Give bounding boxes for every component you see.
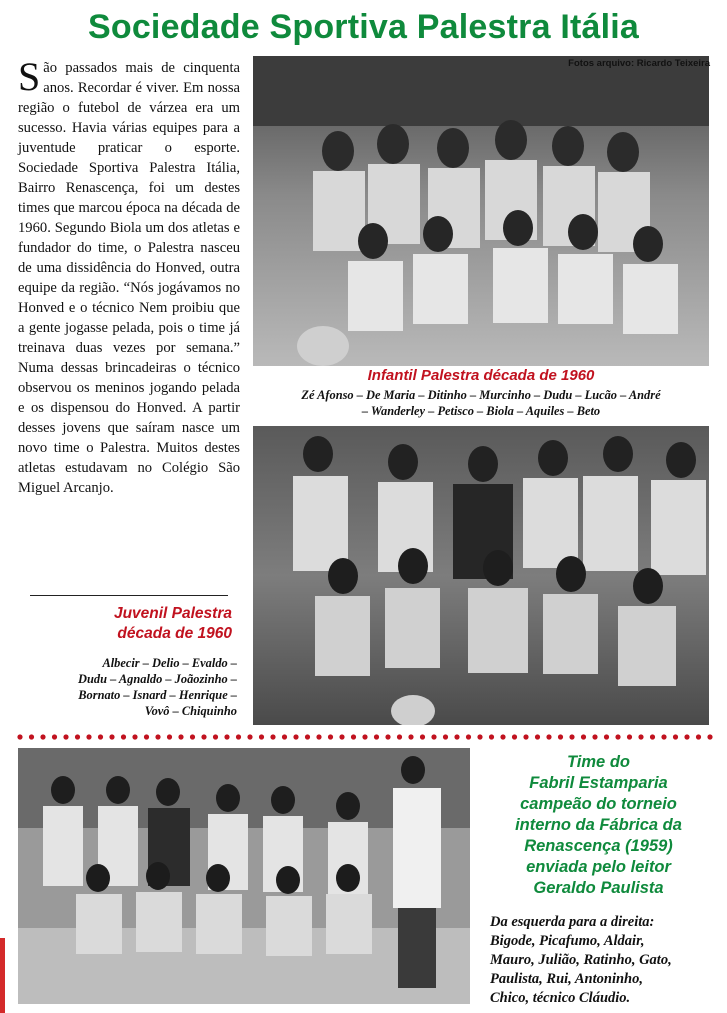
- separator-dot: [420, 734, 425, 739]
- separator-dot: [397, 734, 402, 739]
- divider: [30, 595, 228, 596]
- separator-dot: [132, 734, 137, 739]
- separator-dot: [121, 734, 126, 739]
- juvenil-name-line: Dudu – Agnaldo – Joãozinho –: [78, 672, 237, 686]
- separator-dot: [569, 734, 574, 739]
- separator-dot: [293, 734, 298, 739]
- separator-dot: [684, 734, 689, 739]
- separator-dot: [144, 734, 149, 739]
- separator-dot: [362, 734, 367, 739]
- separator-dot: [374, 734, 379, 739]
- separator-dot: [581, 734, 586, 739]
- fabril-list-line: Bigode, Picafumo, Aldair,: [490, 933, 645, 949]
- separator-dot: [270, 734, 275, 739]
- infantil-names-line1: Zé Afonso – De Maria – Ditinho – Murcinho – Dudu – Lucão – André: [301, 388, 661, 402]
- separator-dot: [696, 734, 701, 739]
- separator-dot: [351, 734, 356, 739]
- separator-dot: [707, 734, 712, 739]
- fabril-heading-line: Time do: [567, 753, 630, 771]
- separator-dot: [661, 734, 666, 739]
- separator-dot: [178, 734, 183, 739]
- separator-dot: [615, 734, 620, 739]
- photo-fabril-image: [18, 748, 470, 1004]
- separator-dot: [339, 734, 344, 739]
- juvenil-heading-line2: década de 1960: [117, 625, 232, 642]
- article-body: ão passados mais de cinquenta anos. Recordar é viver. Em nossa região o futebol de várzea era um sucesso. Havia várias equipes para a juventude praticar o esporte. Sociedade Sportiva Palestra Itália, Bairro Renascença, foi um destes times que marcou época na década de 1960. Segundo Biola um dos atletas e fundador do time, o Palestra nasceu de uma dissidência do Honved, outra equipe da região. “Nós jogávamos no Honved e o técnico Nem proibiu que a gente jogasse pelada, pois o time já treinava duas vezes por semana.” Numa dessas brincadeiras o técnico observou os meninos jogando pelada e os dispensou do Honved. A partir desses jovens que saíram nasce um novo time o Palestra. Muitos destes atletas estudavam no Colégio São Miguel Arcanjo.: [18, 60, 240, 496]
- separator-dot: [673, 734, 678, 739]
- fabril-heading-line: interno da Fábrica da: [515, 816, 682, 834]
- separator-dot: [29, 734, 34, 739]
- fabril-list-line: Da esquerda para a direita:: [490, 914, 655, 930]
- separator-dot: [627, 734, 632, 739]
- separator-dot: [512, 734, 517, 739]
- separator-dot: [443, 734, 448, 739]
- separator-dot: [305, 734, 310, 739]
- photo-juvenil-image: [253, 426, 709, 725]
- separator-dot: [259, 734, 264, 739]
- separator-dot: [167, 734, 172, 739]
- fabril-heading-line: campeão do torneio: [520, 795, 677, 813]
- photo-infantil: [253, 56, 709, 366]
- fabril-list-line: Chico, técnico Cláudio.: [490, 990, 631, 1006]
- separator-dot: [477, 734, 482, 739]
- juvenil-name-line: Bornato – Isnard – Henrique –: [78, 688, 237, 702]
- separator-dot: [40, 734, 45, 739]
- article-text: [18, 54, 240, 498]
- separator-dot: [604, 734, 609, 739]
- fabril-heading-line: enviada pelo leitor: [526, 858, 671, 876]
- separator-dot: [201, 734, 206, 739]
- fabril-heading: [486, 752, 711, 899]
- infantil-heading: Infantil Palestra década de 1960: [367, 367, 595, 384]
- separator-dot: [500, 734, 505, 739]
- separator-dot: [546, 734, 551, 739]
- fabril-heading-line: Renascença (1959): [524, 837, 673, 855]
- separator-dot: [431, 734, 436, 739]
- separator-dot: [17, 734, 22, 739]
- separator-dot: [98, 734, 103, 739]
- separator-dot: [52, 734, 57, 739]
- photo-infantil-image: [253, 56, 709, 366]
- separator-dot: [86, 734, 91, 739]
- separator-dot: [408, 734, 413, 739]
- separator-dot: [155, 734, 160, 739]
- separator-dot: [316, 734, 321, 739]
- separator-dot: [213, 734, 218, 739]
- separator-dot: [558, 734, 563, 739]
- separator-dot: [592, 734, 597, 739]
- separator-dot: [63, 734, 68, 739]
- fabril-list-line: Mauro, Julião, Ratinho, Gato,: [490, 952, 672, 968]
- fabril-heading-line: Geraldo Paulista: [533, 879, 664, 897]
- juvenil-heading-line1: Juvenil Palestra: [113, 605, 232, 622]
- juvenil-name-line: Albecir – Delio – Evaldo –: [102, 656, 237, 670]
- dotted-separator: [16, 733, 716, 741]
- separator-dot: [466, 734, 471, 739]
- fabril-list-line: Paulista, Rui, Antoninho,: [490, 971, 643, 987]
- separator-dot: [638, 734, 643, 739]
- photo-fabril: [18, 748, 470, 1004]
- separator-dot: [247, 734, 252, 739]
- separator-dot: [75, 734, 80, 739]
- fabril-player-list: [490, 913, 715, 1008]
- separator-dot: [489, 734, 494, 739]
- separator-dot: [454, 734, 459, 739]
- separator-dot: [109, 734, 114, 739]
- separator-dot: [190, 734, 195, 739]
- photo-juvenil: [253, 426, 709, 725]
- page-title: Sociedade Sportiva Palestra Itália: [87, 8, 640, 46]
- separator-dot: [523, 734, 528, 739]
- separator-dot: [282, 734, 287, 739]
- separator-dot: [328, 734, 333, 739]
- edge-marker: [0, 938, 5, 1013]
- juvenil-name-line: Vovô – Chiquinho: [144, 704, 237, 718]
- separator-dot: [385, 734, 390, 739]
- separator-dot: [650, 734, 655, 739]
- photo-credit: Fotos arquivo: Ricardo Teixeira: [568, 58, 710, 69]
- separator-dot: [236, 734, 241, 739]
- dropcap: S: [18, 54, 41, 99]
- infantil-names-line2: – Wanderley – Petisco – Biola – Aquiles – Beto: [361, 404, 601, 418]
- juvenil-names: [30, 655, 237, 719]
- fabril-heading-line: Fabril Estamparia: [529, 774, 668, 792]
- separator-dot: [535, 734, 540, 739]
- separator-dot: [224, 734, 229, 739]
